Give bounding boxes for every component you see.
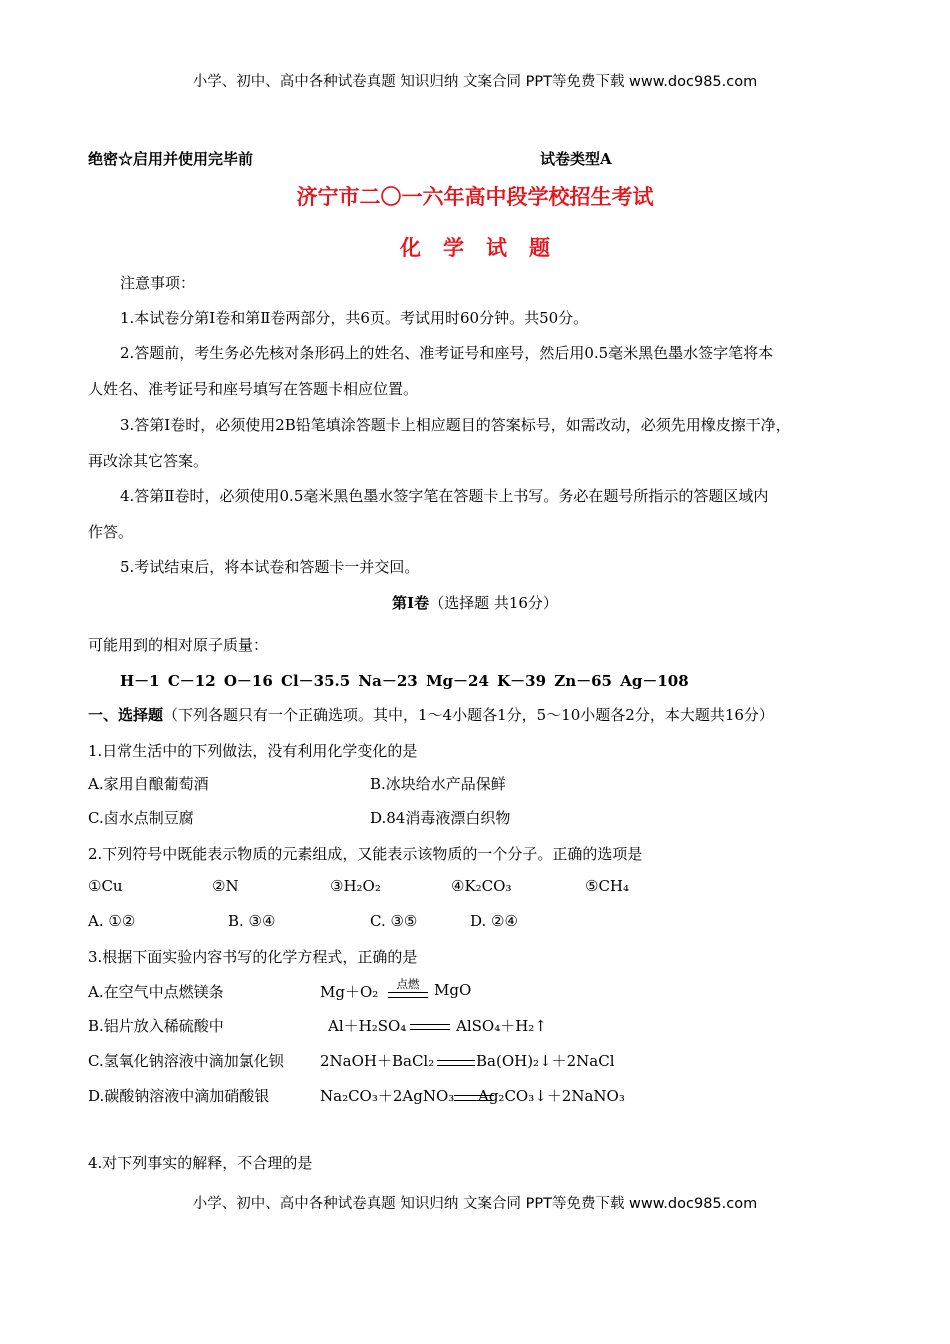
q2-symbol-1: ①Cu [88, 877, 123, 895]
q3-option-d-products: Ag₂CO₃↓＋2NaNO₃ [478, 1087, 625, 1105]
q3-option-a-reactants: Mg＋O₂ [320, 983, 379, 1001]
paper-type-label: 试卷类型A [540, 150, 612, 168]
q1-stem: 1.日常生活中的下列做法，没有利用化学变化的是 [88, 742, 418, 760]
q3-stem: 3.根据下面实验内容书写的化学方程式，正确的是 [88, 948, 418, 966]
notes-heading: 注意事项： [120, 274, 196, 292]
section-1-title-rest: （选择题 共16分） [429, 594, 558, 612]
section-1-title [0, 592, 950, 613]
q3-option-a-equals-sign [388, 992, 428, 998]
q4-stem: 4.对下列事实的解释，不合理的是 [88, 1154, 313, 1172]
q3-option-c-desc: C.氢氧化钠溶液中滴加氯化钡 [88, 1052, 284, 1070]
q2-option-d: D. ②④ [470, 912, 518, 930]
note-2-line-1: 2.答题前，考生务必先核对条形码上的姓名、准考证号和座号，然后用0.5毫米黑色墨水签字笔将本 [120, 344, 774, 362]
q3-option-a-products: MgO [434, 981, 472, 999]
q2-symbol-2: ②N [212, 877, 239, 895]
q2-option-a: A. ①② [88, 912, 136, 930]
q1-option-d: D.84消毒液漂白织物 [370, 809, 511, 827]
atomic-mass-list: H－1 C－12 O－16 Cl－35.5 Na－23 Mg－24 K－39 Zn－65 Ag－108 [120, 672, 689, 690]
q2-symbol-5: ⑤CH₄ [585, 877, 630, 895]
q3-option-c-reactants: 2NaOH＋BaCl₂ [320, 1052, 435, 1070]
q3-option-a-condition: 点燃 [396, 977, 420, 991]
note-4-line-1: 4.答第Ⅱ卷时，必须使用0.5毫米黑色墨水签字笔在答题卡上书写。务必在题号所指示的答题区域内 [120, 487, 769, 505]
page-footer: 小学、初中、高中各种试卷真题 知识归纳 文案合同 PPT等免费下载 www.doc985.com [192, 1196, 758, 1212]
q2-symbol-4: ④K₂CO₃ [451, 877, 512, 895]
subject-title: 化学试题 [400, 236, 572, 260]
q3-option-c-products: Ba(OH)₂↓＋2NaCl [476, 1052, 615, 1070]
q1-option-c: C.卤水点制豆腐 [88, 809, 194, 827]
note-3-line-1: 3.答第Ⅰ卷时，必须使用2B铅笔填涂答题卡上相应题目的答案标号，如需改动，必须先用橡皮擦干净， [120, 416, 791, 434]
note-2-line-2: 人姓名、准考证号和座号填写在答题卡相应位置。 [88, 380, 419, 398]
q2-option-c: C. ③⑤ [370, 912, 418, 930]
page-header: 小学、初中、高中各种试卷真题 知识归纳 文案合同 PPT等免费下载 www.doc985.com [192, 74, 758, 90]
q3-option-c-equals-sign [437, 1060, 475, 1066]
q3-option-b-reactants: Al＋H₂SO₄ [328, 1017, 407, 1035]
q3-option-a-desc: A.在空气中点燃镁条 [88, 983, 224, 1001]
note-4-line-2: 作答。 [88, 523, 134, 541]
q2-option-b: B. ③④ [228, 912, 276, 930]
exam-title: 济宁市二〇一六年高中段学校招生考试 [296, 185, 654, 209]
note-5: 5.考试结束后，将本试卷和答题卡一并交回。 [120, 558, 420, 576]
q3-option-b-desc: B.铝片放入稀硫酸中 [88, 1017, 224, 1035]
q3-option-d-desc: D.碳酸钠溶液中滴加硝酸银 [88, 1087, 270, 1105]
section-1-title-bold: 第Ⅰ卷 [392, 594, 430, 612]
q1-option-b: B.冰块给水产品保鲜 [370, 775, 506, 793]
q3-option-d-reactants: Na₂CO₃＋2AgNO₃ [320, 1087, 455, 1105]
q1-option-a: A.家用自酿葡萄酒 [88, 775, 209, 793]
part-1-description: （下列各题只有一个正确选项。其中，1～4小题各1分，5～10小题各2分，本大题共16分） [163, 706, 774, 724]
q2-stem: 2.下列符号中既能表示物质的元素组成，又能表示该物质的一个分子。正确的选项是 [88, 845, 643, 863]
confidential-label: 绝密☆启用并使用完毕前 [88, 150, 254, 168]
q3-option-b-products: AlSO₄＋H₂↑ [456, 1017, 547, 1035]
note-3-line-2: 再改涂其它答案。 [88, 452, 209, 470]
q2-symbol-3: ③H₂O₂ [330, 877, 381, 895]
note-1: 1.本试卷分第Ⅰ卷和第Ⅱ卷两部分，共6页。考试用时60分钟。共50分。 [120, 309, 589, 327]
part-1-label: 一、选择题 [88, 706, 164, 724]
q3-option-b-equals-sign [410, 1024, 450, 1030]
part-1-heading [88, 704, 774, 725]
atomic-mass-label: 可能用到的相对原子质量： [88, 636, 269, 654]
